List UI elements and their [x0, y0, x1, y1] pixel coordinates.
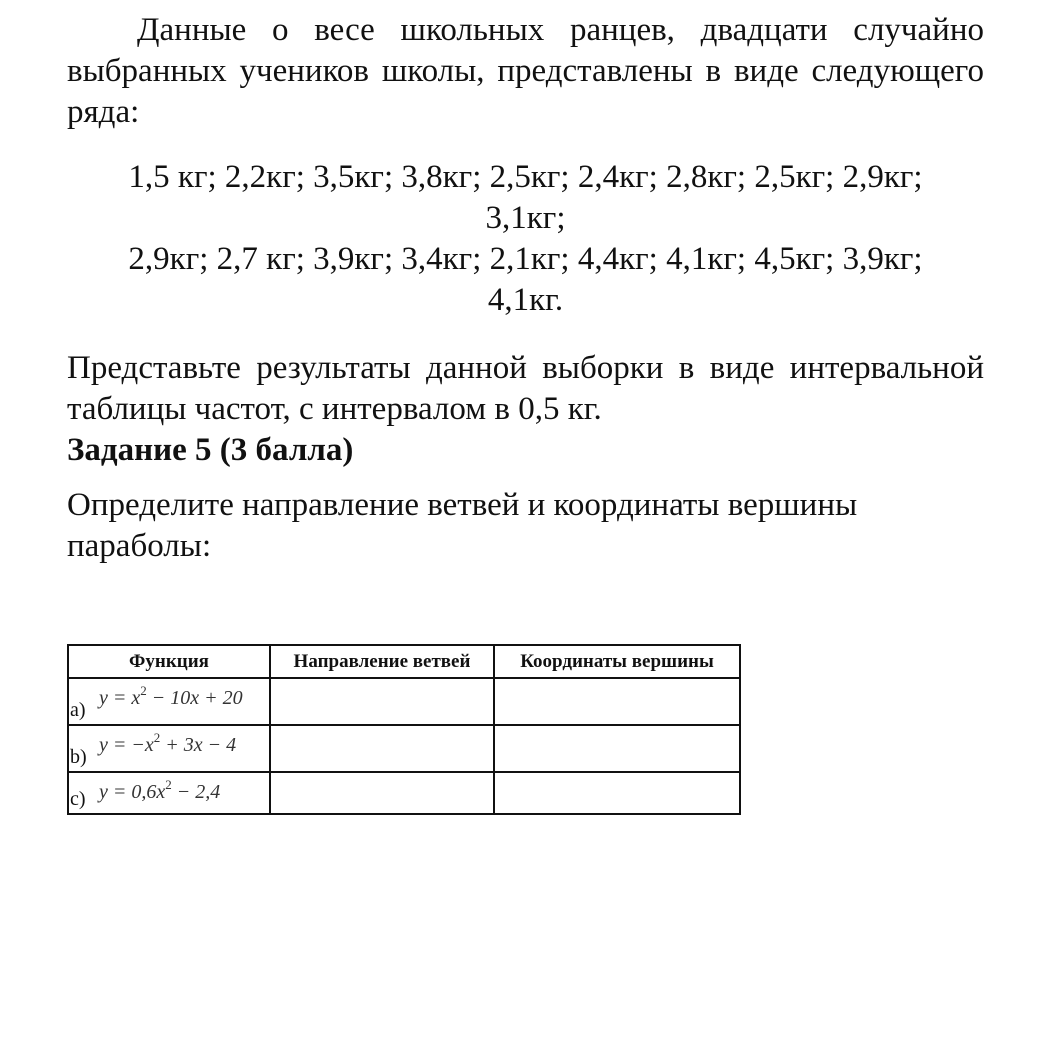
- parabola-table: [67, 644, 741, 815]
- formula-part: − 2,4: [171, 781, 221, 803]
- row-letter: b): [70, 746, 87, 768]
- function-cell: [68, 772, 270, 814]
- table-header-row: [68, 645, 740, 678]
- function-formula: [99, 730, 236, 757]
- row-letter: a): [70, 699, 86, 721]
- vertex-answer-cell[interactable]: [494, 725, 740, 772]
- function-cell: [68, 678, 270, 725]
- formula-part: − 10x + 20: [146, 687, 243, 709]
- formula-part: y = −x: [99, 734, 154, 756]
- formula-part: + 3x − 4: [160, 734, 237, 756]
- function-formula: [99, 683, 243, 710]
- direction-answer-cell[interactable]: [270, 725, 494, 772]
- formula-exponent: 2: [140, 683, 147, 698]
- data-line: 2,9кг; 2,7 кг; 3,9кг; 3,4кг; 2,1кг; 4,4кг; 4,1кг; 4,5кг; 3,9кг;: [128, 241, 923, 277]
- direction-answer-cell[interactable]: [270, 772, 494, 814]
- formula-exponent: 2: [153, 730, 161, 745]
- formula-part: y = x: [99, 687, 141, 709]
- data-line: 3,1кг;: [485, 200, 566, 236]
- formula-part: y = 0,6x: [99, 781, 166, 803]
- table-row: [68, 725, 740, 772]
- formula-exponent: 2: [165, 777, 172, 792]
- vertex-answer-cell[interactable]: [494, 772, 740, 814]
- weight-data-series: [67, 157, 984, 321]
- function-formula: [99, 777, 220, 804]
- row-letter: c): [70, 788, 86, 810]
- table-row: [68, 678, 740, 725]
- header-function: Функция: [68, 645, 270, 678]
- header-vertex: Координаты вершины: [494, 645, 740, 678]
- data-line: 4,1кг.: [487, 282, 564, 318]
- table-row: [68, 772, 740, 814]
- problem-intro: Данные о весе школьных ранцев, двадцати случайно выбранных учеников школы, представлены в виде следующего ряда:: [67, 12, 984, 130]
- data-line: 1,5 кг; 2,2кг; 3,5кг; 3,8кг; 2,5кг; 2,4кг; 2,8кг; 2,5кг; 2,9кг;: [128, 159, 923, 195]
- header-direction: Направление ветвей: [270, 645, 494, 678]
- vertex-answer-cell[interactable]: [494, 678, 740, 725]
- task-title: Задание 5 (3 балла): [67, 432, 354, 468]
- direction-answer-cell[interactable]: [270, 678, 494, 725]
- document-page: [67, 10, 984, 567]
- task-text: Определите направление ветвей и координаты вершины параболы:: [67, 487, 858, 564]
- function-cell: [68, 725, 270, 772]
- problem-instruction: Представьте результаты данной выборки в виде интервальной таблицы частот, с интервалом в 0,5 кг.: [67, 350, 984, 427]
